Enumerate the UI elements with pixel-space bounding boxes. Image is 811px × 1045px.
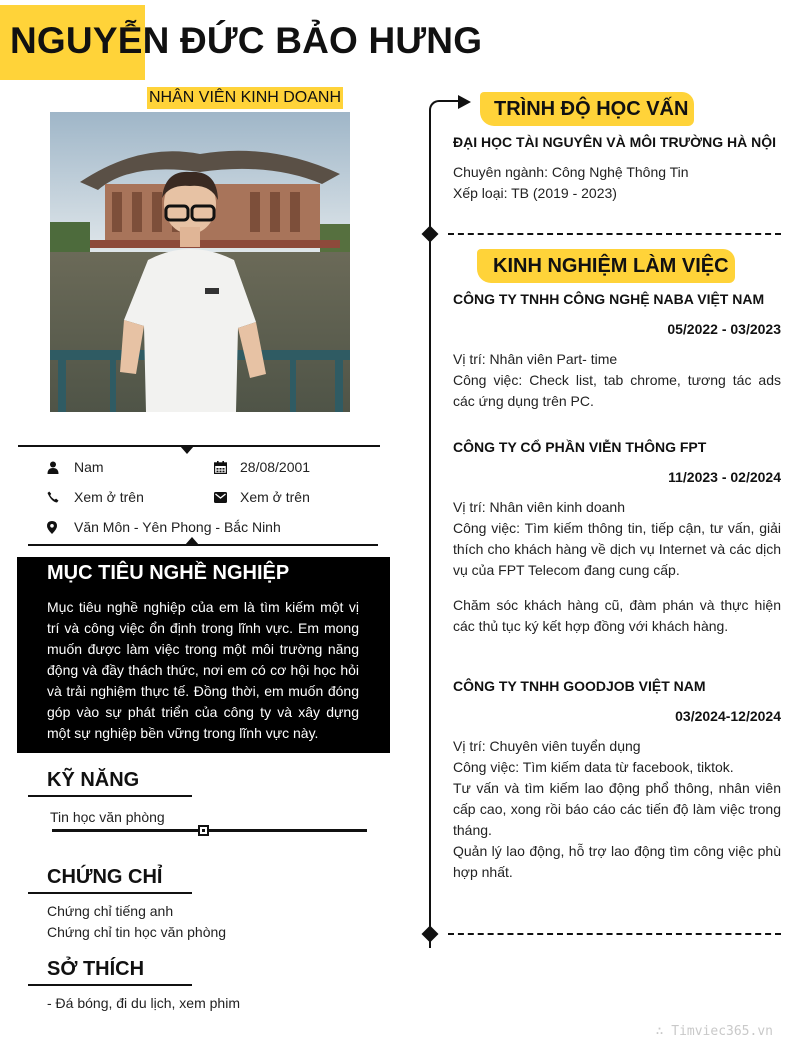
info-top-line: [18, 445, 380, 447]
skills-underline: [28, 795, 192, 797]
watermark: ∴ Timviec365.vn: [655, 1024, 773, 1039]
certificates-title: CHỨNG CHỈ: [47, 866, 163, 888]
birthday-value: 28/08/2001: [240, 459, 311, 475]
job-position: Vị trí: Chuyên viên tuyển dụng: [453, 738, 641, 754]
info-top-pointer: [180, 446, 194, 454]
calendar-icon: [213, 460, 227, 474]
job-description: Công việc: Tìm kiếm thông tin, tiếp cận, tư vấn, giải thích cho khách hàng về dịch vụ Internet và các dịch vụ của FPT Telecom đang cung cấp.: [453, 520, 781, 578]
job-company: CÔNG TY CỔ PHẦN VIỄN THÔNG FPT: [453, 439, 707, 455]
phone-icon: [46, 490, 60, 504]
certificate-item: Chứng chỉ tin học văn phòng: [47, 924, 227, 940]
timeline-elbow: [429, 100, 459, 124]
skills-title: KỸ NĂNG: [47, 769, 140, 791]
objective-title: MỤC TIÊU NGHỀ NGHIỆP: [47, 562, 290, 584]
timeline-line: [429, 122, 431, 948]
candidate-name: NGUYỄN ĐỨC BẢO HƯNG: [10, 20, 483, 61]
skill-name: Tin học văn phòng: [50, 809, 165, 825]
user-icon: [46, 460, 60, 474]
education-grade: Xếp loại: TB (2019 - 2023): [453, 185, 617, 201]
phone-value: Xem ở trên: [74, 489, 144, 505]
profile-photo: [50, 112, 350, 412]
job-company: CÔNG TY TNHH CÔNG NGHỆ NABA VIỆT NAM: [453, 291, 765, 307]
job-description: Công việc: Check list, tab chrome, tương tác ads các ứng dụng trên PC.: [453, 372, 781, 409]
certificate-item: Chứng chỉ tiếng anh: [47, 903, 174, 919]
certificates-underline: [28, 892, 192, 894]
job-description: Công việc: Tìm kiếm data từ facebook, tiktok.: [453, 759, 734, 775]
timeline-diamond: [422, 926, 439, 943]
hobbies-title: SỞ THÍCH: [47, 958, 145, 980]
info-bottom-line: [28, 544, 378, 546]
timeline-diamond: [422, 226, 439, 243]
email-icon: [213, 490, 227, 504]
objective-text: Mục tiêu nghề nghiệp của em là tìm kiếm một vị trí và công việc ổn định trong lĩnh vực. Em mong muốn được làm việc trong một môi trường năng động và đầy thách thức, nơi em có cơ hội học hỏi và trải nghiệm thực tế. Đồng thời, em muốn đóng góp vào sự phát triển của công ty và xây dựng một sự nghiệp bền vững trong lĩnh vực này.: [47, 599, 359, 741]
timeline-arrow-icon: [458, 95, 471, 109]
job-company: CÔNG TY TNHH GOODJOB VIỆT NAM: [453, 678, 706, 694]
address-value: Văn Môn - Yên Phong - Bắc Ninh: [74, 519, 281, 535]
hobbies-underline: [28, 984, 192, 986]
school-name: ĐẠI HỌC TÀI NGUYÊN VÀ MÔI TRƯỜNG HÀ NỘI: [453, 134, 777, 150]
job-position: Vị trí: Nhân viên Part- time: [453, 351, 618, 367]
skill-level-bar: [52, 829, 367, 832]
job-period: 03/2024-12/2024: [675, 708, 781, 724]
experience-title: KINH NGHIỆM LÀM VIỆC: [493, 255, 729, 277]
job-position: Vị trí: Nhân viên kinh doanh: [453, 499, 625, 515]
hobbies-text: - Đá bóng, đi du lịch, xem phim: [47, 995, 240, 1011]
section-divider: [448, 933, 781, 935]
education-title: TRÌNH ĐỘ HỌC VẤN: [494, 98, 689, 120]
education-major: Chuyên ngành: Công Nghệ Thông Tin: [453, 164, 689, 180]
job-description-extra: Quản lý lao động, hỗ trợ lao động tìm công việc phù hợp nhất.: [453, 843, 781, 880]
location-icon: [45, 520, 59, 534]
section-divider: [448, 233, 781, 235]
job-description-extra: Tư vấn và tìm kiếm lao động phổ thông, nhân viên cấp cao, xong rồi báo cáo các tiến độ làm việc trong tháng.: [453, 780, 781, 838]
job-period: 05/2022 - 03/2023: [667, 321, 781, 337]
job-description-extra: Chăm sóc khách hàng cũ, đàm phán và thực hiện các thủ tục ký kết hợp đồng với khách hàng.: [453, 597, 781, 634]
skill-level-marker: [198, 825, 209, 836]
email-value: Xem ở trên: [240, 489, 310, 505]
gender-value: Nam: [74, 459, 104, 475]
job-title: NHÂN VIÊN KINH DOANH: [147, 87, 343, 109]
job-period: 11/2023 - 02/2024: [668, 469, 781, 485]
